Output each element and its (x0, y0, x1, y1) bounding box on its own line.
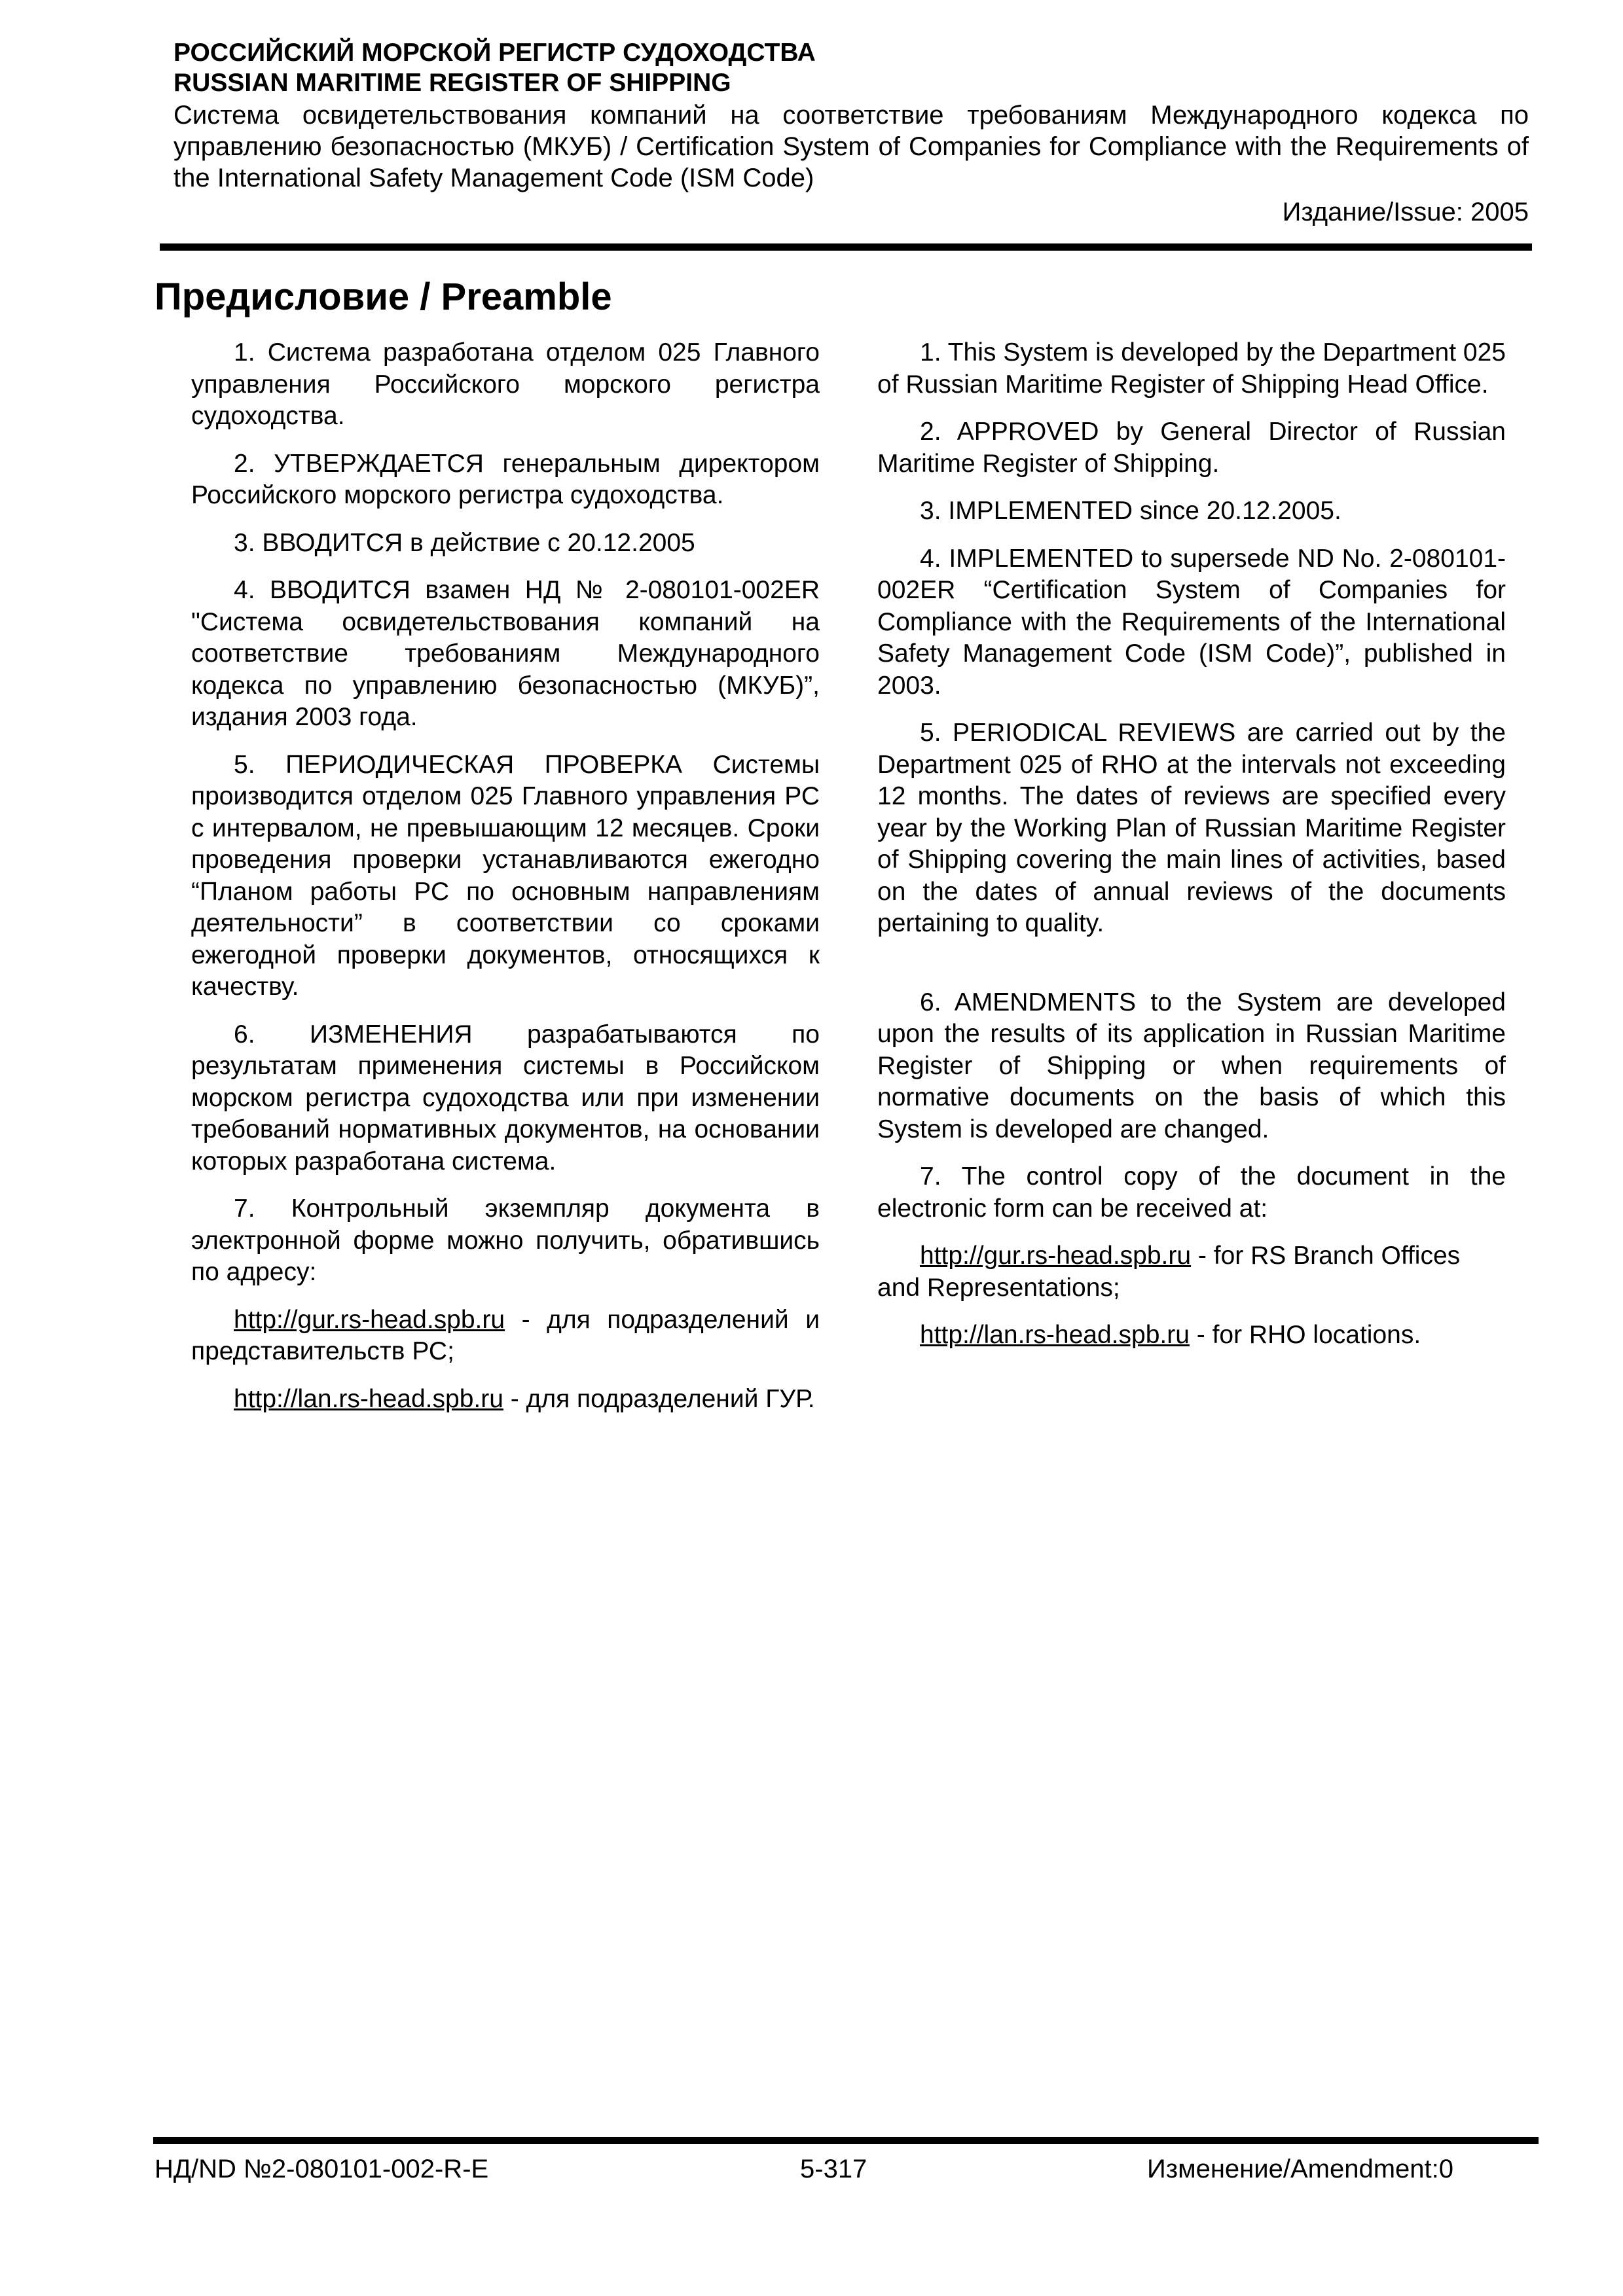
org-name-ru: РОССИЙСКИЙ МОРСКОЙ РЕГИСТР СУДОХОДСТВА (173, 39, 816, 67)
en-link-1-desc: - for RS Branch Offices and Representations; (877, 1242, 1461, 1302)
lan-link[interactable]: http://lan.rs-head.spb.ru (920, 1321, 1190, 1349)
ru-link-item-2 (191, 1384, 820, 1416)
english-column (877, 337, 1506, 1367)
ru-paragraph-7: 7. Контрольный экземпляр документа в электронной форме можно получить, обратившись по адресу: (191, 1194, 820, 1286)
russian-column (191, 337, 820, 1431)
en-paragraph-7: 7. The control copy of the document in the electronic form can be received at: (877, 1162, 1506, 1223)
ru-paragraph-1: 1. Система разработана отделом 025 Главного управления Российского морского регистра судоходства. (191, 338, 820, 430)
en-paragraph-5: 5. PERIODICAL REVIEWS are carried out by the Department 025 of RHO at the intervals not exceeding 12 months. The dates of reviews are specified every year by the Working Plan of Russian Maritime Register of Shipping covering the main lines of activities, based on the dates of annual reviews of the documents pertaining to quality. (877, 719, 1506, 937)
doc-number: НД/ND №2-080101-002-R-E (155, 2155, 489, 2183)
page-header (173, 38, 1529, 228)
section-title: Предисловие / Preamble (155, 276, 612, 318)
paragraph-spacer (877, 956, 1506, 987)
ru-paragraph-4: 4. ВВОДИТСЯ взамен НД № 2-080101-002ER "Система освидетельствования компаний на соответствие требованиям Международного кодекса по управлению безопасностью (МКУБ)”, издания 2003 года. (191, 576, 820, 731)
ru-paragraph-2: 2. УТВЕРЖДАЕТСЯ генеральным директором Российского морского регистра судоходства. (191, 449, 820, 509)
en-paragraph-4: 4. IMPLEMENTED to supersede ND No. 2-080101-002ER “Certification System of Companies for Compliance with the Requirements of the International Safety Management Code (ISM Code)”, published in 2003. (877, 544, 1506, 700)
org-name-en: RUSSIAN MARITIME REGISTER OF SHIPPING (173, 69, 731, 97)
system-title: Система освидетельствования компаний на соответствие требованиям Международного кодекса по управлению безопасностью (МКУБ) / Certification System of Companies for Compliance with the Requirements of the International Safety Management Code (ISM Code) (173, 101, 1529, 192)
header-divider (160, 243, 1532, 251)
lan-link[interactable]: http://lan.rs-head.spb.ru (234, 1384, 503, 1413)
page-number: 5-317 (800, 2155, 867, 2183)
ru-link-1-desc: - для подразделений и представительств РС; (191, 1305, 820, 1365)
ru-paragraph-3: 3. ВВОДИТСЯ в действие с 20.12.2005 (234, 528, 695, 557)
en-paragraph-2: 2. APPROVED by General Director of Russian Maritime Register of Shipping. (877, 418, 1506, 478)
en-paragraph-3: 3. IMPLEMENTED since 20.12.2005. (920, 497, 1341, 525)
en-paragraph-6: 6. AMENDMENTS to the System are developed upon the results of its application in Russian Maritime Register of Shipping or when requirements of normative documents on the basis of which this System is developed are changed. (877, 988, 1506, 1143)
issue-label: Издание/Issue: 2005 (1282, 198, 1529, 226)
en-link-2-desc: - for RHO locations. (1189, 1321, 1421, 1349)
gur-link[interactable]: http://gur.rs-head.spb.ru (234, 1305, 505, 1334)
en-link-item-2 (877, 1319, 1506, 1352)
gur-link[interactable]: http://gur.rs-head.spb.ru (920, 1242, 1192, 1270)
footer-divider (153, 2137, 1539, 2144)
ru-link-2-desc: - для подразделений ГУР. (503, 1384, 815, 1413)
en-link-item-1 (877, 1240, 1506, 1304)
en-paragraph-1: 1. This System is developed by the Department 025 of Russian Maritime Register of Shipping Head Office. (877, 338, 1506, 399)
amendment-label: Изменение/Amendment:0 (1147, 2155, 1453, 2183)
ru-paragraph-5: 5. ПЕРИОДИЧЕСКАЯ ПРОВЕРКА Системы производится отделом 025 Главного управления РС с интервалом, не превышающим 12 месяцев. Сроки проведения проверки устанавливаются ежегодно “Планом работы РС по основным направлениям деятельности” в соответствии со сроками ежегодной проверки документов, относящихся к качеству. (191, 750, 820, 1001)
ru-paragraph-6: 6. ИЗМЕНЕНИЯ разрабатываются по результатам применения системы в Российском морском регистра судоходства или при изменении требований нормативных документов, на основании которых разработана система. (191, 1020, 820, 1175)
ru-link-item-1 (191, 1304, 820, 1368)
